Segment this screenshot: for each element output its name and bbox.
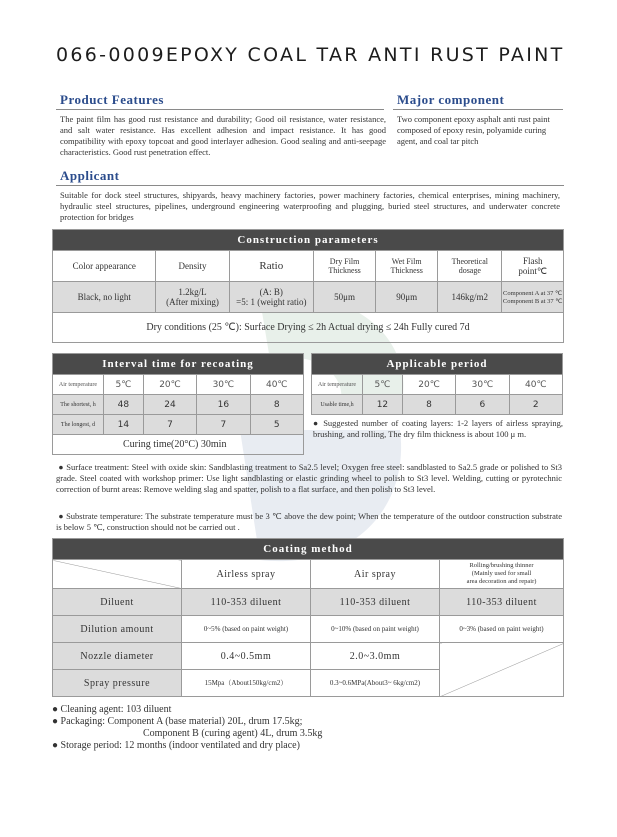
wet-film-value: 90μm bbox=[376, 282, 438, 313]
ratio-value: (A: B) bbox=[259, 287, 283, 297]
recoating-title: Interval time for recoating bbox=[53, 354, 304, 375]
longest-value: 7 bbox=[143, 415, 196, 435]
nozzle-value: 0.4~0.5mm bbox=[182, 643, 311, 670]
flash-header: Flash point℃ bbox=[502, 251, 564, 282]
diluent-value: 110-353 diluent bbox=[182, 589, 311, 616]
rolling-note-2: area decoration and repair) bbox=[466, 578, 537, 585]
recoat-temp: 5℃ bbox=[104, 375, 144, 395]
packaging-b: Component B (curing agent) 4L, drum 3.5kg bbox=[143, 728, 323, 739]
rolling-header: Rolling/brushing thinner bbox=[469, 562, 534, 569]
density-note: (After mixing) bbox=[166, 297, 219, 307]
shortest-value: 8 bbox=[250, 395, 303, 415]
pressure-value: 15Mpa（About150kg/cm2） bbox=[182, 670, 311, 697]
diluent-label: Diluent bbox=[53, 589, 182, 616]
footer-info bbox=[52, 704, 322, 752]
longest-value: 5 bbox=[250, 415, 303, 435]
usable-value: 6 bbox=[456, 395, 509, 415]
curing-time: Curing time(20°C) 30min bbox=[53, 435, 304, 455]
applicant-text: Suitable for dock steel structures, shipyards, heavy machinery factories, power machinery factories, chemical enterprises, mining machinery, hydraulic steel structures, pipelines, underground engineering waterproofing and plugging, buried steel structures, and underwater concrete protection for bridges bbox=[60, 190, 560, 222]
recoating-table bbox=[52, 353, 304, 455]
cleaning-agent: ● Cleaning agent: 103 diluent bbox=[52, 704, 172, 715]
diluent-value: 110-353 diluent bbox=[311, 589, 440, 616]
applicable-temp: 40℃ bbox=[509, 375, 562, 395]
applicable-temp: 20℃ bbox=[402, 375, 455, 395]
construction-parameters-table bbox=[52, 229, 564, 343]
dry-conditions: Dry conditions (25 ℃): Surface Drying ≤ 2h Actual drying ≤ 24h Fully cured 7d bbox=[53, 313, 564, 343]
page-title: 066-0009EPOXY COAL TAR ANTI RUST PAINT bbox=[56, 44, 565, 66]
applicable-period-table bbox=[311, 353, 563, 415]
applicable-air-temp-label: Air temperature bbox=[312, 375, 363, 395]
theoretical-value: 146kg/m2 bbox=[438, 282, 502, 313]
nozzle-value: 2.0~3.0mm bbox=[311, 643, 440, 670]
pressure-label: Spray pressure bbox=[53, 670, 182, 697]
dry-film-value: 50μm bbox=[314, 282, 376, 313]
surface-treatment-note: ● Surface treatment: Steel with oxide skin: Sandblasting treatment to Sa2.5 level; Oxygen free steel: sandblasted to Sa2.5 grade or polished to St3 grade. Steel coated with workshop primer: Use light sandblasting or elastic grinding wheel to polish to St3 level. Welding, cutting or pyrotechnic correction of burnt areas: Remove welding slag and spatter, polish to a flat surface, and then polish to St3 level. bbox=[56, 462, 562, 494]
recoat-temp: 30℃ bbox=[197, 375, 250, 395]
longest-label: The longest, d bbox=[53, 415, 104, 435]
dilution-value: 0~5% (based on paint weight) bbox=[182, 616, 311, 643]
usable-label: Usable time,h bbox=[312, 395, 363, 415]
diluent-value: 110-353 diluent bbox=[440, 589, 564, 616]
applicable-temp: 30℃ bbox=[456, 375, 509, 395]
coating-method-table bbox=[52, 538, 564, 697]
packaging: ● Packaging: Component A (base material) 20L, drum 17.5kg; bbox=[52, 716, 303, 727]
longest-value: 14 bbox=[104, 415, 144, 435]
longest-value: 7 bbox=[197, 415, 250, 435]
major-component-heading: Major component bbox=[397, 92, 505, 107]
wet-film-header: Wet Film Thickness bbox=[376, 251, 438, 282]
flash-b: Component B at 37 ℃ bbox=[502, 298, 563, 305]
shortest-label: The shortest, h bbox=[53, 395, 104, 415]
product-features-heading: Product Features bbox=[60, 92, 164, 107]
applicable-title: Applicable period bbox=[312, 354, 563, 375]
recoat-air-temp-label: Air temperature bbox=[53, 375, 104, 395]
product-features-text: The paint film has good rust resistance and durability; Good oil resistance, water resistance, and salt water resistance. Has excellent adhesion and impact resistance. It has good compatibility with epoxy topcoat and good interlayer adhesion. Good sealing and anti-seepage characteristics. Good rust penetration effect. bbox=[60, 114, 386, 157]
shortest-value: 24 bbox=[143, 395, 196, 415]
shortest-value: 48 bbox=[104, 395, 144, 415]
construction-title: Construction parameters bbox=[53, 230, 564, 251]
air-spray-header: Air spray bbox=[311, 560, 440, 589]
usable-value: 8 bbox=[402, 395, 455, 415]
rolling-note: (Mainly used for small bbox=[471, 570, 532, 577]
dry-film-header: Dry Film Thickness bbox=[314, 251, 376, 282]
coating-title: Coating method bbox=[53, 539, 564, 560]
coating-layers-note: ● Suggested number of coating layers: 1-2 layers of airless spraying, brushing, and rolling, The dry film thickness is about 100 μ m. bbox=[313, 418, 564, 439]
color-header: Color appearance bbox=[53, 251, 156, 282]
density-value: 1.2kg/L bbox=[178, 287, 207, 297]
substrate-temperature-note: ● Substrate temperature: The substrate temperature must be 3 ℃ above the dew point; When the temperature of the outdoor construction substrate is below 5 ℃, construction should not be carried out . bbox=[56, 511, 562, 532]
theoretical-header: Theoretical dosage bbox=[438, 251, 502, 282]
recoat-temp: 20℃ bbox=[143, 375, 196, 395]
pressure-value: 0.3~0.6MPa(About3~ 6kg/cm2) bbox=[311, 670, 440, 697]
recoat-temp: 40℃ bbox=[250, 375, 303, 395]
airless-spray-header: Airless spray bbox=[182, 560, 311, 589]
ratio-header: Ratio bbox=[229, 251, 314, 282]
density-header: Density bbox=[156, 251, 229, 282]
usable-value: 2 bbox=[509, 395, 562, 415]
applicable-temp: 5℃ bbox=[363, 375, 403, 395]
diagonal-cell bbox=[53, 560, 182, 589]
nozzle-label: Nozzle diameter bbox=[53, 643, 182, 670]
usable-value: 12 bbox=[363, 395, 403, 415]
color-value: Black, no light bbox=[53, 282, 156, 313]
applicant-heading: Applicant bbox=[60, 168, 120, 183]
flash-a: Component A at 37 ℃ bbox=[503, 290, 563, 297]
major-component-text: Two component epoxy asphalt anti rust paint composed of epoxy resin, polyamide curing agent, and coal tar pitch bbox=[397, 114, 550, 146]
storage-period: ● Storage period: 12 months (indoor ventilated and dry place) bbox=[52, 740, 300, 751]
ratio-note: =5: 1 (weight ratio) bbox=[236, 297, 307, 307]
dilution-label: Dilution amount bbox=[53, 616, 182, 643]
shortest-value: 16 bbox=[197, 395, 250, 415]
dilution-value: 0~3% (based on paint weight) bbox=[440, 616, 564, 643]
empty-diagonal-cell bbox=[440, 643, 564, 697]
dilution-value: 0~10% (based on paint weight) bbox=[311, 616, 440, 643]
